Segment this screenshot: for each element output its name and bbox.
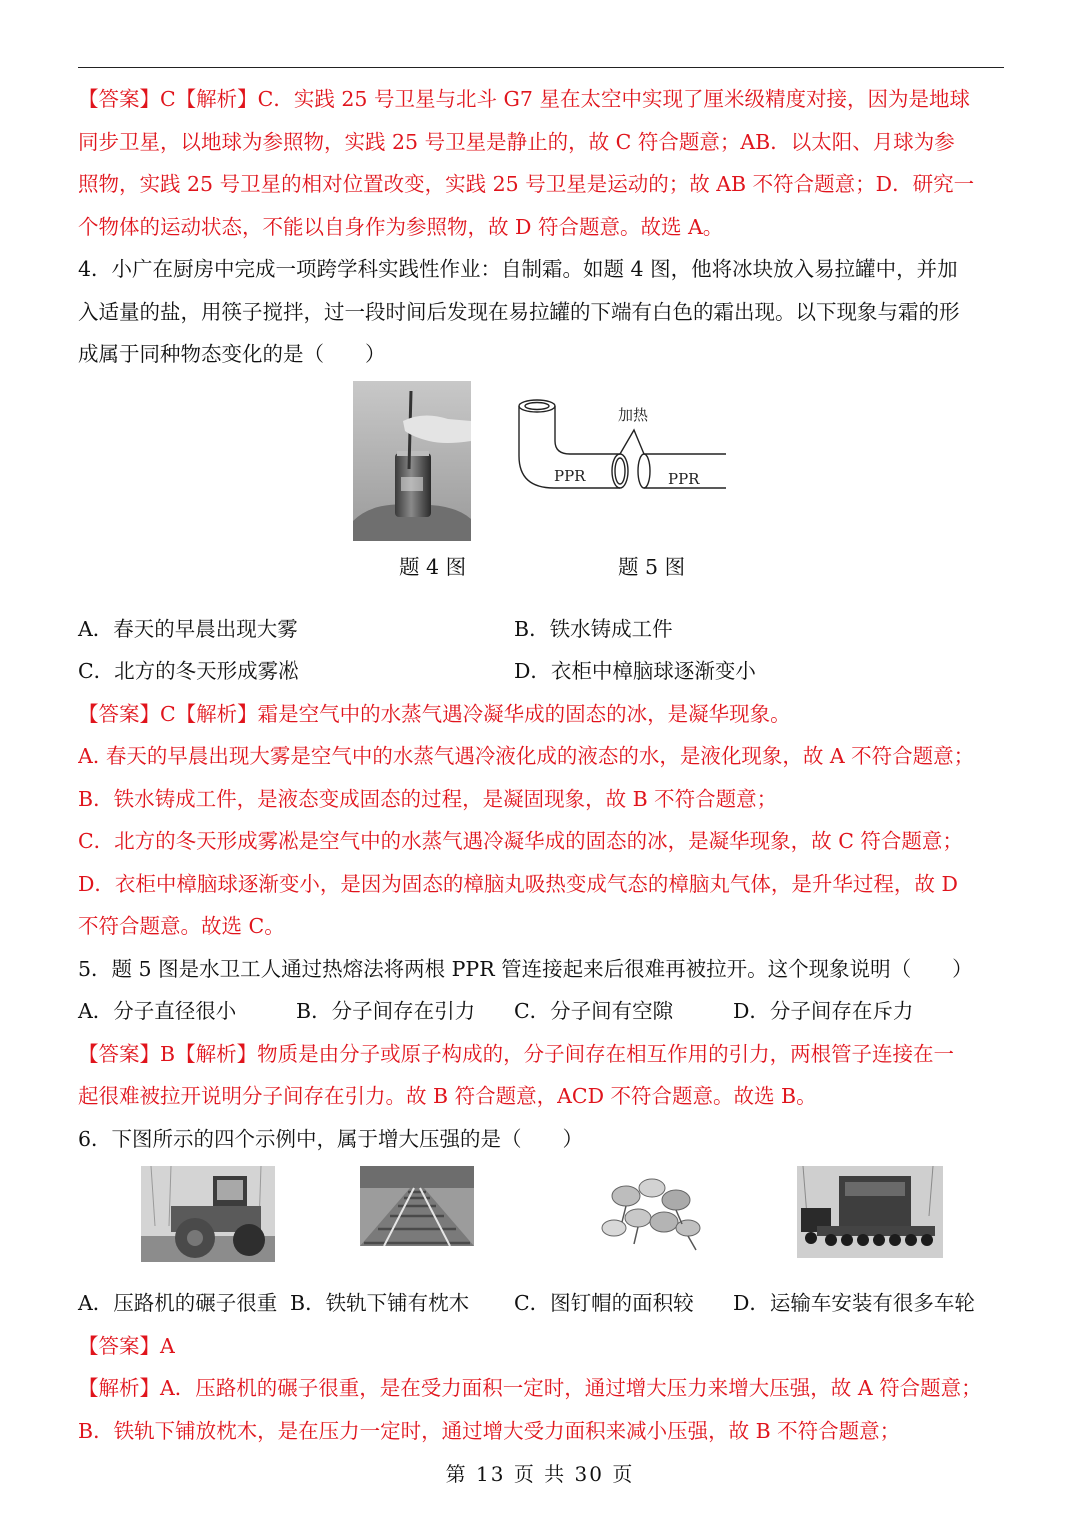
q5-answer-line-2: 起很难被拉开说明分子间存在引力。故 B 符合题意，ACD 不符合题意。故选 B。 [78, 1084, 817, 1108]
q5-option-b: B．分子间存在引力 [296, 999, 476, 1023]
header-rule [78, 67, 1004, 68]
q4-answer-line-3: B．铁水铸成工件，是液态变成固态的过程，是凝固现象，故 B 不符合题意； [78, 786, 778, 811]
q4-options-row-1 [78, 608, 1008, 651]
q6-analysis-line-1: 【解析】A．压路机的碾子很重，是在受力面积一定时，通过增大压力来增大压强，故 A 符合题意； [78, 1376, 982, 1400]
fig5-heat-label: 加热 [618, 405, 649, 424]
q6-answer: 【答案】A [78, 1333, 175, 1358]
page-footer: 第 13 页 共 30 页 [445, 1462, 635, 1486]
q5-stem: 5．题 5 图是水卫工人通过热熔法将两根 PPR 管连接起来后很难再被拉开。这个现象说明（ ） [78, 956, 973, 981]
q3-answer-line-2: 同步卫星，以地球为参照物，实践 25 号卫星是静止的，故 C 符合题意；AB．以太阳、月球为参 [78, 129, 955, 154]
q5-option-d: D．分子间存在斥力 [733, 999, 914, 1023]
fig5-pipe-label-left: PPR [554, 466, 586, 485]
q4-stem-line-1: 4．小广在厨房中完成一项跨学科实践性作业：自制霜。如题 4 图，他将冰块放入易拉罐中，并加 [78, 257, 958, 281]
q6-images-row [78, 1160, 1008, 1282]
q5-options-row [78, 990, 1008, 1033]
q4-answer-line-2: A. 春天的早晨出现大雾是空气中的水蒸气遇冷液化成的液态的水，是液化现象，故 A 不符合题意； [78, 744, 975, 768]
q4-options-row-2 [78, 650, 1008, 693]
q6-option-d: D．运输车安装有很多车轮 [733, 1291, 975, 1315]
figures-4-5 [78, 376, 1008, 608]
q4-option-a: A．春天的早晨出现大雾 [78, 616, 298, 641]
q6-image-road-roller [141, 1166, 275, 1262]
q4-answer-line-1: 【答案】C【解析】霜是空气中的水蒸气遇冷凝华成的固态的冰，是凝华现象。 [78, 701, 791, 726]
q6-analysis-line-2: B．铁轨下铺放枕木，是在压力一定时，通过增大受力面积来减小压强，故 B 不符合题意； [78, 1418, 901, 1443]
q3-answer-line-3: 照物，实践 25 号卫星的相对位置改变，实践 25 号卫星是运动的；故 AB 不符合题意；D．研究一 [78, 172, 975, 196]
q6-stem: 6．下图所示的四个示例中，属于增大压强的是（ ） [78, 1126, 584, 1151]
q6-option-c: C．图钉帽的面积较 [514, 1291, 694, 1315]
q4-stem-line-2: 入适量的盐，用筷子搅拌，过一段时间后发现在易拉罐的下端有白色的霜出现。以下现象与霜的形 [78, 299, 960, 324]
q6-image-transport-truck [797, 1166, 943, 1258]
page-content [78, 78, 1008, 1452]
q5-answer-line-1: 【答案】B【解析】物质是由分子或原子构成的，分子间存在相互作用的引力，两根管子连接在一 [78, 1041, 955, 1066]
q6-option-b: B．铁轨下铺有枕木 [290, 1291, 470, 1315]
fig4-can-photo [353, 381, 471, 541]
q6-image-railway-sleepers [360, 1166, 474, 1246]
q6-image-thumbtacks [586, 1166, 714, 1258]
q5-option-c: C．分子间有空隙 [514, 999, 674, 1023]
q3-answer-line-4: 个物体的运动状态，不能以自身作为参照物，故 D 符合题意。故选 A。 [78, 214, 724, 239]
q4-stem-line-3: 成属于同种物态变化的是（ ） [78, 342, 386, 366]
q5-option-a: A．分子直径很小 [78, 999, 237, 1023]
q4-answer-line-4: C．北方的冬天形成雾凇是空气中的水蒸气遇冷凝华成的固态的冰，是凝华现象，故 C 符合题意； [78, 829, 963, 853]
q4-option-c: C．北方的冬天形成雾凇 [78, 659, 299, 683]
q6-options-row [78, 1282, 1008, 1325]
q4-option-b: B．铁水铸成工件 [514, 616, 673, 641]
fig5-pipe-label-right: PPR [668, 469, 700, 488]
q4-answer-line-6: 不符合题意。故选 C。 [78, 914, 285, 938]
q6-option-a: A．压路机的碾子很重 [78, 1291, 278, 1315]
fig5-ppr-pipe-diagram [514, 396, 730, 512]
q3-answer-line-1: 【答案】C【解析】C．实践 25 号卫星与北斗 G7 星在太空中实现了厘米级精度对接，因为是地球 [78, 87, 970, 111]
q4-answer-line-5: D．衣柜中樟脑球逐渐变小，是因为固态的樟脑丸吸热变成气态的樟脑丸气体，是升华过程，故 D [78, 871, 958, 896]
fig5-caption: 题 5 图 [618, 554, 686, 579]
q4-option-d: D．衣柜中樟脑球逐渐变小 [514, 659, 756, 683]
fig4-caption: 题 4 图 [399, 554, 467, 579]
